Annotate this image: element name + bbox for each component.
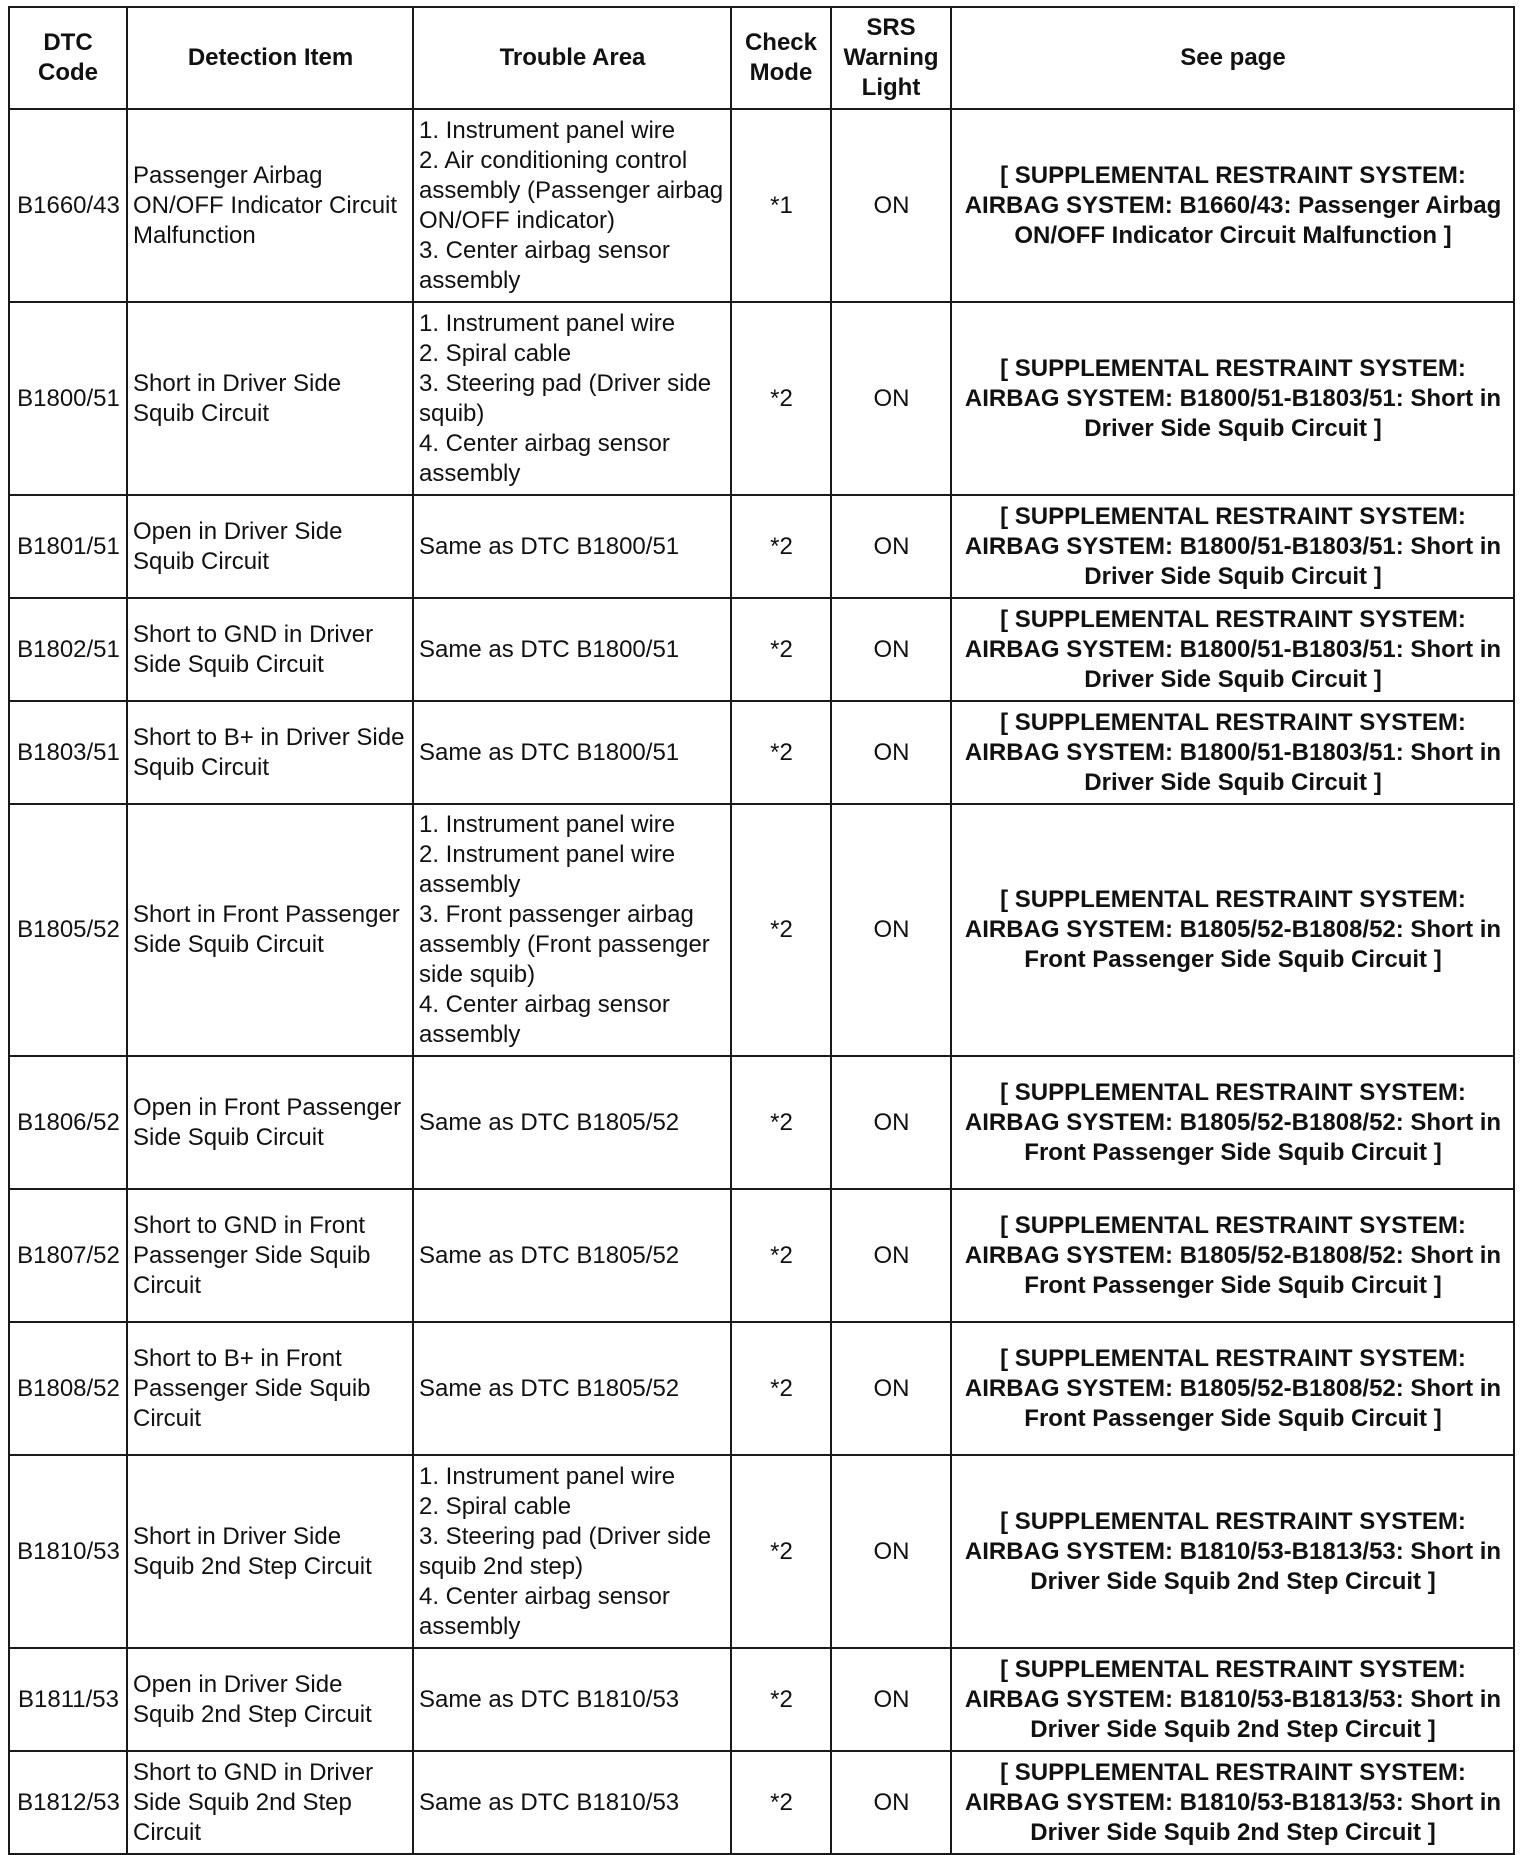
- detection-item-cell: Short in Driver Side Squib Circuit: [127, 302, 413, 495]
- trouble-area-cell: [413, 1189, 731, 1322]
- srs-warning-light-cell: ON: [831, 804, 951, 1056]
- header-detection-item: Detection Item: [127, 7, 413, 109]
- see-page-link[interactable]: [ SUPPLEMENTAL RESTRAINT SYSTEM: AIRBAG SYSTEM: B1805/52-B1808/52: Short in Front Passenger Side Squib Circuit ]: [951, 1322, 1514, 1455]
- check-mode-cell: *1: [731, 109, 831, 302]
- srs-warning-light-cell: ON: [831, 109, 951, 302]
- dtc-code-cell: B1802/51: [9, 598, 127, 701]
- dtc-table: [8, 6, 1515, 1855]
- trouble-area-line: 3. Center airbag sensor assembly: [419, 236, 670, 294]
- see-page-link[interactable]: [ SUPPLEMENTAL RESTRAINT SYSTEM: AIRBAG SYSTEM: B1810/53-B1813/53: Short in Driver Side Squib 2nd Step Circuit ]: [951, 1648, 1514, 1751]
- trouble-area-line: 3. Front passenger airbag assembly (Front passenger side squib): [419, 901, 710, 988]
- table-row: [9, 1751, 1514, 1854]
- detection-item-cell: Short in Front Passenger Side Squib Circuit: [127, 804, 413, 1056]
- srs-warning-light-cell: ON: [831, 598, 951, 701]
- see-page-link[interactable]: [ SUPPLEMENTAL RESTRAINT SYSTEM: AIRBAG SYSTEM: B1800/51-B1803/51: Short in Driver Side Squib Circuit ]: [951, 495, 1514, 598]
- trouble-area-cell: [413, 1648, 731, 1751]
- table-header-row: [9, 7, 1514, 109]
- trouble-area-line: Same as DTC B1805/52: [419, 1241, 680, 1269]
- detection-item-cell: Open in Front Passenger Side Squib Circuit: [127, 1056, 413, 1189]
- dtc-code-cell: B1808/52: [9, 1322, 127, 1455]
- trouble-area-line: Same as DTC B1800/51: [419, 635, 680, 663]
- see-page-link[interactable]: [ SUPPLEMENTAL RESTRAINT SYSTEM: AIRBAG SYSTEM: B1805/52-B1808/52: Short in Front Passenger Side Squib Circuit ]: [951, 804, 1514, 1056]
- check-mode-cell: *2: [731, 1056, 831, 1189]
- table-row: [9, 804, 1514, 1056]
- header-dtc-code: DTC Code: [9, 7, 127, 109]
- trouble-area-line: 3. Steering pad (Driver side squib): [419, 369, 712, 427]
- header-srs-warning-light: SRS Warning Light: [831, 7, 951, 109]
- srs-warning-light-cell: ON: [831, 495, 951, 598]
- srs-warning-light-cell: ON: [831, 1322, 951, 1455]
- trouble-area-cell: [413, 1056, 731, 1189]
- trouble-area-cell: [413, 1751, 731, 1854]
- see-page-link[interactable]: [ SUPPLEMENTAL RESTRAINT SYSTEM: AIRBAG SYSTEM: B1805/52-B1808/52: Short in Front Passenger Side Squib Circuit ]: [951, 1056, 1514, 1189]
- detection-item-cell: Short to B+ in Front Passenger Side Squib Circuit: [127, 1322, 413, 1455]
- trouble-area-line: 1. Instrument panel wire: [419, 811, 676, 838]
- see-page-link[interactable]: [ SUPPLEMENTAL RESTRAINT SYSTEM: AIRBAG SYSTEM: B1800/51-B1803/51: Short in Driver Side Squib Circuit ]: [951, 701, 1514, 804]
- check-mode-cell: *2: [731, 1322, 831, 1455]
- detection-item-cell: Open in Driver Side Squib Circuit: [127, 495, 413, 598]
- trouble-area-cell: [413, 701, 731, 804]
- table-row: [9, 1648, 1514, 1751]
- table-row: [9, 1322, 1514, 1455]
- header-check-mode: Check Mode: [731, 7, 831, 109]
- detection-item-cell: Open in Driver Side Squib 2nd Step Circuit: [127, 1648, 413, 1751]
- see-page-link[interactable]: [ SUPPLEMENTAL RESTRAINT SYSTEM: AIRBAG SYSTEM: B1810/53-B1813/53: Short in Driver Side Squib 2nd Step Circuit ]: [951, 1455, 1514, 1648]
- trouble-area-line: 2. Spiral cable: [419, 1492, 572, 1520]
- trouble-area-line: 2. Air conditioning control assembly (Passenger airbag ON/OFF indicator): [419, 146, 724, 234]
- see-page-link[interactable]: [ SUPPLEMENTAL RESTRAINT SYSTEM: AIRBAG SYSTEM: B1660/43: Passenger Airbag ON/OFF Indicator Circuit Malfunction ]: [951, 109, 1514, 302]
- table-row: [9, 1056, 1514, 1189]
- trouble-area-cell: [413, 1322, 731, 1455]
- srs-warning-light-cell: ON: [831, 1751, 951, 1854]
- trouble-area-line: Same as DTC B1800/51: [419, 532, 680, 560]
- trouble-area-line: 1. Instrument panel wire: [419, 116, 676, 144]
- table-row: [9, 302, 1514, 495]
- see-page-link[interactable]: [ SUPPLEMENTAL RESTRAINT SYSTEM: AIRBAG SYSTEM: B1810/53-B1813/53: Short in Driver Side Squib 2nd Step Circuit ]: [951, 1751, 1514, 1854]
- trouble-area-line: 4. Center airbag sensor assembly: [419, 991, 670, 1048]
- trouble-area-line: 3. Steering pad (Driver side squib 2nd step): [419, 1522, 712, 1580]
- srs-warning-light-cell: ON: [831, 302, 951, 495]
- trouble-area-cell: [413, 598, 731, 701]
- detection-item-cell: Short to GND in Front Passenger Side Squib Circuit: [127, 1189, 413, 1322]
- see-page-link[interactable]: [ SUPPLEMENTAL RESTRAINT SYSTEM: AIRBAG SYSTEM: B1805/52-B1808/52: Short in Front Passenger Side Squib Circuit ]: [951, 1189, 1514, 1322]
- check-mode-cell: *2: [731, 598, 831, 701]
- srs-warning-light-cell: ON: [831, 1056, 951, 1189]
- check-mode-cell: *2: [731, 302, 831, 495]
- trouble-area-line: Same as DTC B1810/53: [419, 1788, 680, 1816]
- trouble-area-cell: [413, 495, 731, 598]
- srs-warning-light-cell: ON: [831, 1455, 951, 1648]
- table-row: [9, 1189, 1514, 1322]
- see-page-link[interactable]: [ SUPPLEMENTAL RESTRAINT SYSTEM: AIRBAG SYSTEM: B1800/51-B1803/51: Short in Driver Side Squib Circuit ]: [951, 302, 1514, 495]
- trouble-area-line: 4. Center airbag sensor assembly: [419, 1582, 670, 1640]
- srs-warning-light-cell: ON: [831, 1189, 951, 1322]
- dtc-code-cell: B1807/52: [9, 1189, 127, 1322]
- dtc-table-body: [9, 109, 1514, 1854]
- dtc-code-cell: B1810/53: [9, 1455, 127, 1648]
- check-mode-cell: *2: [731, 1189, 831, 1322]
- trouble-area-line: Same as DTC B1805/52: [419, 1108, 680, 1136]
- table-row: [9, 495, 1514, 598]
- dtc-code-cell: B1806/52: [9, 1056, 127, 1189]
- dtc-code-cell: B1800/51: [9, 302, 127, 495]
- dtc-code-cell: B1660/43: [9, 109, 127, 302]
- dtc-code-cell: B1811/53: [9, 1648, 127, 1751]
- trouble-area-line: 1. Instrument panel wire: [419, 1462, 676, 1490]
- check-mode-cell: *2: [731, 1648, 831, 1751]
- detection-item-cell: Passenger Airbag ON/OFF Indicator Circuit Malfunction: [127, 109, 413, 302]
- trouble-area-line: Same as DTC B1810/53: [419, 1685, 680, 1713]
- check-mode-cell: *2: [731, 804, 831, 1056]
- srs-warning-light-cell: ON: [831, 701, 951, 804]
- dtc-code-cell: B1812/53: [9, 1751, 127, 1854]
- header-see-page: See page: [951, 7, 1514, 109]
- trouble-area-line: 2. Spiral cable: [419, 339, 572, 367]
- trouble-area-cell: [413, 302, 731, 495]
- trouble-area-line: 4. Center airbag sensor assembly: [419, 429, 670, 487]
- trouble-area-line: Same as DTC B1805/52: [419, 1374, 680, 1402]
- trouble-area-line: 2. Instrument panel wire assembly: [419, 841, 676, 898]
- dtc-table-sheet: [8, 6, 1513, 1855]
- table-row: [9, 109, 1514, 302]
- trouble-area-cell: [413, 109, 731, 302]
- table-row: [9, 701, 1514, 804]
- trouble-area-line: Same as DTC B1800/51: [419, 738, 680, 766]
- trouble-area-cell: [413, 1455, 731, 1648]
- dtc-code-cell: B1801/51: [9, 495, 127, 598]
- table-row: [9, 598, 1514, 701]
- dtc-code-cell: B1805/52: [9, 804, 127, 1056]
- detection-item-cell: Short to GND in Driver Side Squib 2nd Step Circuit: [127, 1751, 413, 1854]
- srs-warning-light-cell: ON: [831, 1648, 951, 1751]
- trouble-area-line: 1. Instrument panel wire: [419, 309, 676, 337]
- check-mode-cell: *2: [731, 495, 831, 598]
- trouble-area-cell: [413, 804, 731, 1056]
- table-row: [9, 1455, 1514, 1648]
- detection-item-cell: Short in Driver Side Squib 2nd Step Circuit: [127, 1455, 413, 1648]
- see-page-link[interactable]: [ SUPPLEMENTAL RESTRAINT SYSTEM: AIRBAG SYSTEM: B1800/51-B1803/51: Short in Driver Side Squib Circuit ]: [951, 598, 1514, 701]
- detection-item-cell: Short to B+ in Driver Side Squib Circuit: [127, 701, 413, 804]
- header-trouble-area: Trouble Area: [413, 7, 731, 109]
- check-mode-cell: *2: [731, 1751, 831, 1854]
- check-mode-cell: *2: [731, 1455, 831, 1648]
- dtc-code-cell: B1803/51: [9, 701, 127, 804]
- detection-item-cell: Short to GND in Driver Side Squib Circuit: [127, 598, 413, 701]
- check-mode-cell: *2: [731, 701, 831, 804]
